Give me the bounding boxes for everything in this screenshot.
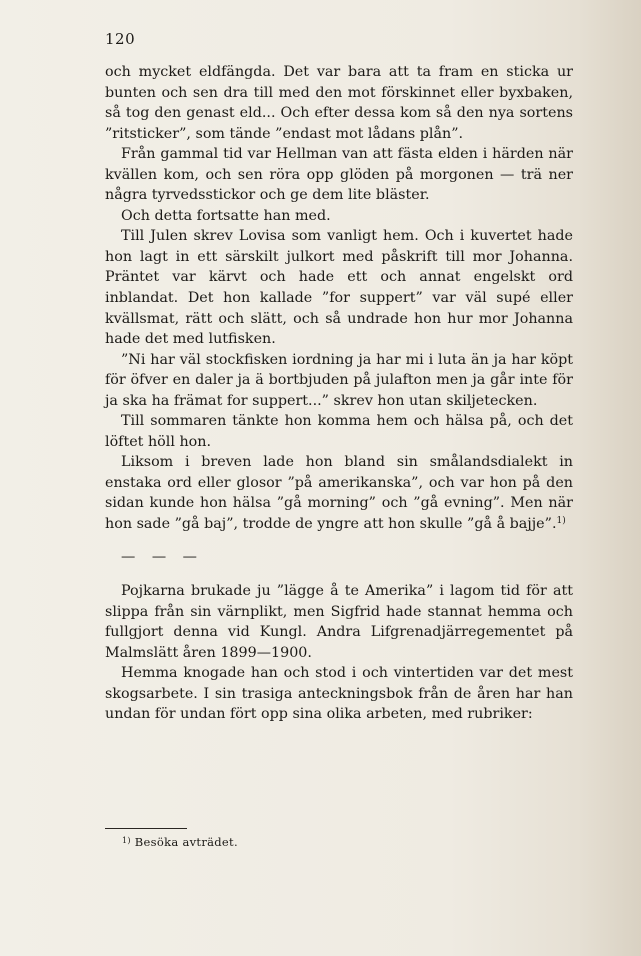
paragraph: ”Ni har väl stockfisken iordning ja har mi i luta än ja har köpt för öfver en daler ja ä bortbjuden på julafton men ja går inte för ja ska ha främat for suppert...” skrev hon utan skiljetecken.	[105, 351, 573, 409]
paragraph: Pojkarna brukade ju ”lägge å te Amerika” i lagom tid för att slippa från sin värnplikt, men Sigfrid hade stannat hemma och fullgjort denna vid Kungl. Andra Lifgrenadjärregementet på Malmslätt åren 1899—1900.	[105, 583, 573, 661]
paragraph: Från gammal tid var Hellman van att fästa elden i härden när kvällen kom, och sen röra opp glöden på morgonen — trä ner några tyrvedsstickor och ge dem lite bläster.	[105, 146, 573, 204]
footnote-reference: 1)	[556, 516, 566, 527]
section-separator: — — —	[121, 548, 203, 565]
paragraph: Till sommaren tänkte hon komma hem och hälsa på, och det löftet höll hon.	[105, 413, 573, 450]
body-text	[105, 62, 573, 725]
footnote-divider	[105, 828, 187, 829]
paragraph: Till Julen skrev Lovisa som vanligt hem. Och i kuvertet hade hon lagt in ett särskilt julkort med påskrift till mor Johanna. Präntet var kärvt och hade ett och annat engelskt ord inblandat. Det hon kallade ”for suppert” var väl supé eller kvällsmat, rätt och slätt, och så undrade hon hur mor Johanna hade det med lutfisken.	[105, 228, 573, 348]
paragraph: Och detta fortsatte han med.	[121, 207, 331, 224]
footnote-text: Besöka avträdet.	[134, 835, 238, 849]
footnote	[122, 835, 238, 849]
page-number: 120	[105, 30, 136, 48]
paragraph-text: Liksom i breven lade hon bland sin smålandsdialekt in enstaka ord eller glosor ”på amerikanska”, och var hon på den sidan kunde hon hälsa ”gå morning” och ”gå evning”. Men när hon sade ”gå baj”, trodde de yngre att hon skulle ”gå å bajje”.	[105, 454, 573, 533]
footnote-marker: 1)	[122, 836, 131, 845]
paragraph: och mycket eldfängda. Det var bara att ta fram en sticka ur bunten och sen dra till med den mot förskinnet eller byxbaken, så tog den genast eld... Och efter dessa kom så den nya sortens ”ritsticker”, som tände ”endast mot lådans plån”.	[105, 64, 573, 142]
paragraph-with-footnote	[105, 452, 573, 534]
paragraph: Hemma knogade han och stod i och vintertiden var det mest skogsarbete. I sin trasiga anteckningsbok från de åren har han undan för undan fört opp sina olika arbeten, med rubriker:	[105, 665, 573, 723]
